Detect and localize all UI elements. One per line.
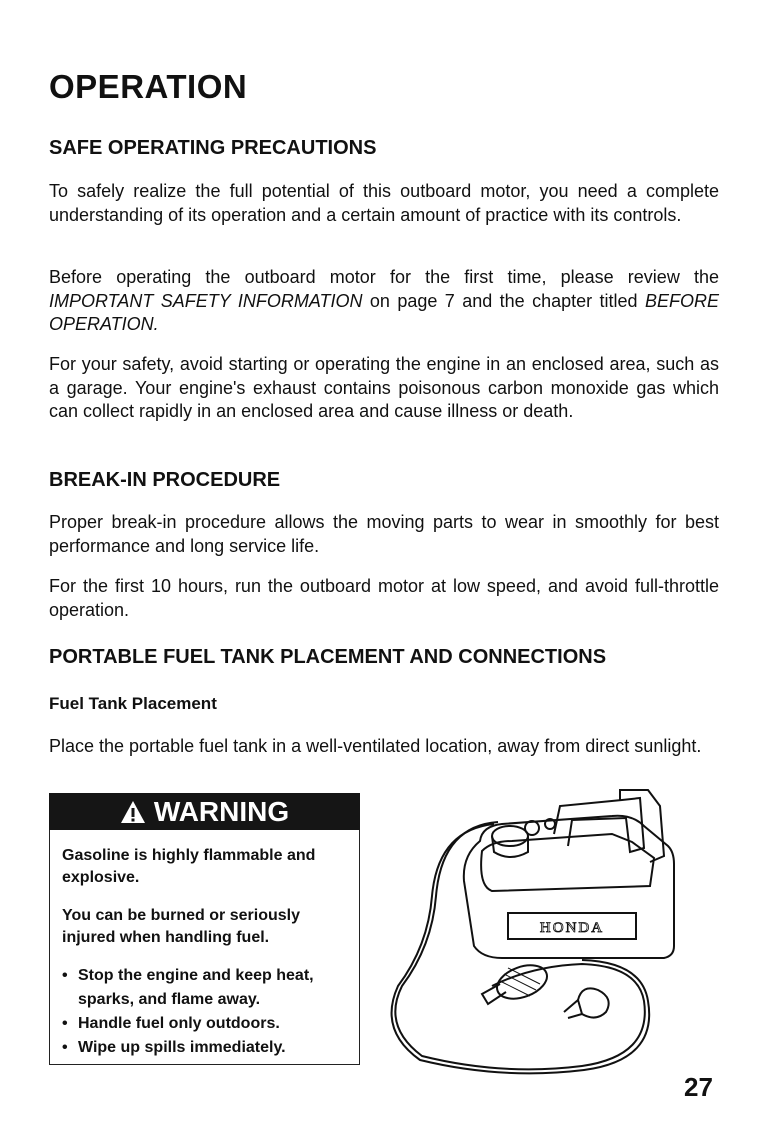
paragraph-fuel-tank-placement: Place the portable fuel tank in a well-ventilated location, away from direct sunlight. <box>49 736 702 756</box>
primer-bulb-rib <box>502 982 530 996</box>
paragraph-text: Before operating the outboard motor for the first time, please review the <box>49 267 719 287</box>
warning-triangle-icon <box>120 800 146 824</box>
tank-handle <box>554 798 644 852</box>
paragraph-safe-operating-3: For your safety, avoid starting or operating the engine in an enclosed area, such as a garage. Your engine's exhaust contains poisonous carbon monoxide gas which can collect rapidly in an enclosed area and cause illness or death. <box>49 354 719 421</box>
fuel-cap <box>492 826 528 846</box>
fuel-line <box>395 822 644 1069</box>
primer-bulb-end <box>482 984 506 1004</box>
page-number: 27 <box>684 1072 713 1102</box>
vent-knob <box>525 821 539 835</box>
paragraph-safe-operating-2 <box>49 266 719 337</box>
section-heading-break-in: BREAK-IN PROCEDURE <box>49 469 281 491</box>
motor-connector <box>578 988 609 1017</box>
reference-before-operation: BEFORE OPERATION. <box>49 290 719 334</box>
warning-title: WARNING <box>153 795 290 827</box>
warning-bullet: • Handle fuel only outdoors. <box>60 1012 355 1036</box>
brand-label: HONDA <box>539 920 605 936</box>
section-heading-safe-operating: SAFE OPERATING PRECAUTIONS <box>49 137 377 159</box>
subheading-fuel-tank-placement: Fuel Tank Placement <box>49 694 217 713</box>
page-title: OPERATION <box>49 68 248 105</box>
fuel-line-outer <box>392 824 650 1073</box>
warning-bullet-list <box>60 964 355 1060</box>
warning-box <box>49 793 360 1065</box>
warning-bullet: • Stop the engine and keep heat, sparks, and flame away. <box>60 964 355 1012</box>
warning-line-burned: You can be burned or seriously injured when handling fuel. <box>62 907 300 946</box>
warning-bullet: • Wipe up spills immediately. <box>60 1036 355 1060</box>
fuel-tank-illustration <box>382 786 682 1076</box>
primer-bulb-rib <box>504 974 536 990</box>
paragraph-text: on page 7 and the chapter titled <box>369 290 638 311</box>
warning-line-flammable: Gasoline is highly flammable and explosive. <box>62 847 316 886</box>
section-heading-fuel-tank: PORTABLE FUEL TANK PLACEMENT AND CONNECTIONS <box>49 646 607 668</box>
paragraph-safe-operating-1: To safely realize the full potential of this outboard motor, you need a complete understanding of its operation and a certain amount of practice with its controls. <box>49 181 719 225</box>
warning-header <box>49 793 360 830</box>
reference-important-safety-information: IMPORTANT SAFETY INFORMATION <box>49 290 363 311</box>
paragraph-break-in-1: Proper break-in procedure allows the moving parts to wear in smoothly for best performance and long service life. <box>49 512 719 556</box>
paragraph-break-in-2: For the first 10 hours, run the outboard motor at low speed, and avoid full-throttle operation. <box>49 576 719 620</box>
